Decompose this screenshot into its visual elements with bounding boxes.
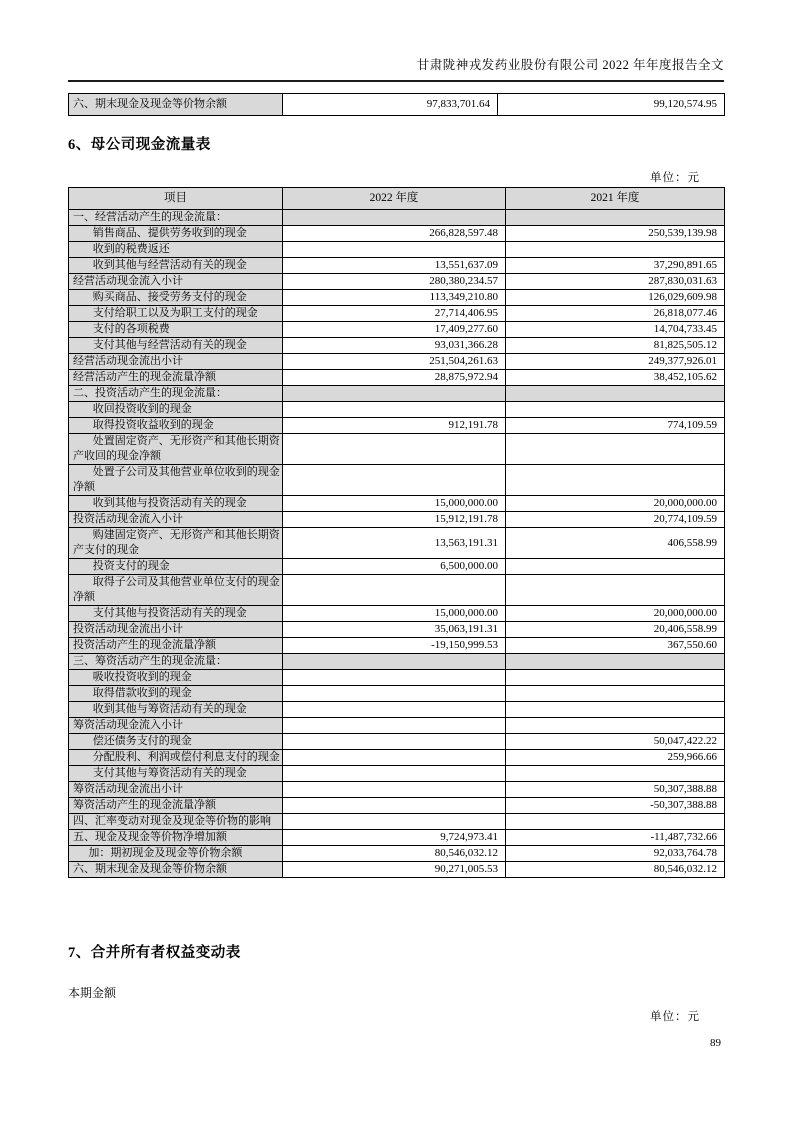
column-header-item: 项目: [69, 188, 283, 210]
row-label: 三、筹资活动产生的现金流量：: [69, 654, 283, 670]
table-row: [69, 258, 725, 274]
value-2021: 287,830,031.63: [506, 274, 725, 290]
row-label: 购建固定资产、无形资产和其他长期资产支付的现金: [69, 528, 283, 559]
row-label: 支付给职工以及为职工支付的现金: [69, 306, 283, 322]
value-2021: 250,539,139.98: [506, 226, 725, 242]
table-row: [69, 370, 725, 386]
value-2022: 27,714,406.95: [283, 306, 506, 322]
value-2021: 20,000,000.00: [506, 496, 725, 512]
row-label: 收到的税费返还: [69, 242, 283, 258]
table-row: [69, 734, 725, 750]
value-2022: [283, 210, 506, 226]
row-label: 支付的各项税费: [69, 322, 283, 338]
table-row: [69, 306, 725, 322]
row-label: 销售商品、提供劳务收到的现金: [69, 226, 283, 242]
value-2021: [506, 718, 725, 734]
value-2021: 20,406,558.99: [506, 622, 725, 638]
table-row: [69, 210, 725, 226]
table-row: [69, 402, 725, 418]
value-2022: 93,031,366.28: [283, 338, 506, 354]
value-2021: 367,550.60: [506, 638, 725, 654]
value-2021: 20,000,000.00: [506, 606, 725, 622]
value-2021: 774,109.59: [506, 418, 725, 434]
value-2022: 13,563,191.31: [283, 528, 506, 559]
unit-label-2: 单位：元: [650, 1011, 700, 1023]
value-2022: 13,551,637.09: [283, 258, 506, 274]
value-2021: 50,307,388.88: [506, 782, 725, 798]
value-2021: -11,487,732.66: [506, 830, 725, 846]
table-row: [69, 354, 725, 370]
table-row: [69, 670, 725, 686]
page-number: 89: [710, 1037, 721, 1049]
previous-table-fragment: [68, 93, 725, 116]
row-label: 处置固定资产、无形资产和其他长期资产收回的现金净额: [69, 434, 283, 465]
value-2021: 37,290,891.65: [506, 258, 725, 274]
row-label: 收到其他与经营活动有关的现金: [69, 258, 283, 274]
row-label: 投资活动产生的现金流量净额: [69, 638, 283, 654]
table-row: [69, 386, 725, 402]
row-label: 筹资活动产生的现金流量净额: [69, 798, 283, 814]
table-row: [69, 846, 725, 862]
value-2022: 35,063,191.31: [283, 622, 506, 638]
row-label: 支付其他与经营活动有关的现金: [69, 338, 283, 354]
period-label: 本期金额: [68, 986, 117, 1000]
row-label: 六、期末现金及现金等价物余额: [69, 862, 283, 878]
row-label: 加：期初现金及现金等价物余额: [69, 846, 283, 862]
value-2021: [506, 434, 725, 465]
value-2021: [506, 702, 725, 718]
row-label: 经营活动现金流出小计: [69, 354, 283, 370]
value-2022: [283, 702, 506, 718]
table-row: [69, 559, 725, 575]
row-label: 偿还债务支付的现金: [69, 734, 283, 750]
row-label: 筹资活动现金流入小计: [69, 718, 283, 734]
value-2021: 14,704,733.45: [506, 322, 725, 338]
value-2021: [506, 242, 725, 258]
table-row: [69, 750, 725, 766]
value-2021: [506, 386, 725, 402]
value-2022: 912,191.78: [283, 418, 506, 434]
value-2022: 90,271,005.53: [283, 862, 506, 878]
table-row: [69, 322, 725, 338]
value-2022: 15,912,191.78: [283, 512, 506, 528]
row-label: 投资活动现金流入小计: [69, 512, 283, 528]
value-2021: [506, 402, 725, 418]
value-2022: 28,875,972.94: [283, 370, 506, 386]
row-label: 取得子公司及其他营业单位支付的现金净额: [69, 575, 283, 606]
table-row: [69, 528, 725, 559]
value-2021: 126,029,609.98: [506, 290, 725, 306]
row-label: 筹资活动现金流出小计: [69, 782, 283, 798]
value-2022: [283, 386, 506, 402]
table-row: [69, 338, 725, 354]
value-2022: [283, 434, 506, 465]
row-label: 购买商品、接受劳务支付的现金: [69, 290, 283, 306]
row-label: 取得投资收益收到的现金: [69, 418, 283, 434]
table-row: [69, 575, 725, 606]
row-label: 支付其他与筹资活动有关的现金: [69, 766, 283, 782]
table-row: [69, 638, 725, 654]
table-row: [69, 830, 725, 846]
value-2022: 15,000,000.00: [283, 606, 506, 622]
table-row: [69, 434, 725, 465]
table-header-row: [69, 188, 725, 210]
row-label: 经营活动现金流入小计: [69, 274, 283, 290]
value-2021: 81,825,505.12: [506, 338, 725, 354]
row-label: 收到其他与投资活动有关的现金: [69, 496, 283, 512]
table-row: [69, 290, 725, 306]
value-2021: [506, 465, 725, 496]
row-label: 投资活动现金流出小计: [69, 622, 283, 638]
value-2022: [283, 686, 506, 702]
value-2021: [506, 766, 725, 782]
row-label: 二、投资活动产生的现金流量：: [69, 386, 283, 402]
report-header: 甘肃陇神戎发药业股份有限公司 2022 年年度报告全文: [68, 55, 724, 82]
row-label: 六、期末现金及现金等价物余额: [69, 94, 283, 116]
table-row: [69, 606, 725, 622]
value-2022: [283, 670, 506, 686]
value-2022: 97,833,701.64: [283, 94, 498, 116]
row-label: 收到其他与筹资活动有关的现金: [69, 702, 283, 718]
value-2022: [283, 798, 506, 814]
value-2021: [506, 814, 725, 830]
value-2022: [283, 465, 506, 496]
section-7-heading: 7、合并所有者权益变动表: [68, 945, 241, 961]
row-label: 吸收投资收到的现金: [69, 670, 283, 686]
row-label: 收回投资收到的现金: [69, 402, 283, 418]
section-6-heading: 6、母公司现金流量表: [68, 137, 211, 153]
value-2022: [283, 575, 506, 606]
column-header-2021: 2021 年度: [506, 188, 725, 210]
table-row: [69, 686, 725, 702]
table-row: [69, 654, 725, 670]
value-2022: 80,546,032.12: [283, 846, 506, 862]
table-row: [69, 782, 725, 798]
value-2022: 9,724,973.41: [283, 830, 506, 846]
table-row: [69, 465, 725, 496]
value-2021: -50,307,388.88: [506, 798, 725, 814]
value-2022: 280,380,234.57: [283, 274, 506, 290]
value-2021: [506, 210, 725, 226]
value-2022: [283, 718, 506, 734]
table-row: [69, 622, 725, 638]
value-2022: [283, 242, 506, 258]
unit-label-1: 单位：元: [650, 172, 700, 184]
table-row: [69, 814, 725, 830]
row-label: 取得借款收到的现金: [69, 686, 283, 702]
value-2021: [506, 559, 725, 575]
column-header-2022: 2022 年度: [283, 188, 506, 210]
table-row: [69, 94, 725, 116]
table-row: [69, 862, 725, 878]
row-label: 分配股利、利润或偿付利息支付的现金: [69, 750, 283, 766]
value-2022: 15,000,000.00: [283, 496, 506, 512]
value-2021: [506, 670, 725, 686]
value-2021: 406,558.99: [506, 528, 725, 559]
value-2021: 26,818,077.46: [506, 306, 725, 322]
value-2021: [506, 686, 725, 702]
table-row: [69, 242, 725, 258]
value-2021: 38,452,105.62: [506, 370, 725, 386]
value-2021: 92,033,764.78: [506, 846, 725, 862]
table-row: [69, 718, 725, 734]
table-row: [69, 274, 725, 290]
value-2021: 99,120,574.95: [498, 94, 725, 116]
row-label: 一、经营活动产生的现金流量：: [69, 210, 283, 226]
value-2022: 6,500,000.00: [283, 559, 506, 575]
table-row: [69, 702, 725, 718]
value-2022: [283, 782, 506, 798]
value-2022: 266,828,597.48: [283, 226, 506, 242]
value-2021: 259,966.66: [506, 750, 725, 766]
row-label: 五、现金及现金等价物净增加额: [69, 830, 283, 846]
value-2021: 50,047,422.22: [506, 734, 725, 750]
value-2022: [283, 402, 506, 418]
value-2021: [506, 575, 725, 606]
value-2021: [506, 654, 725, 670]
cashflow-table-body: [69, 210, 725, 878]
row-label: 四、汇率变动对现金及现金等价物的影响: [69, 814, 283, 830]
value-2021: 20,774,109.59: [506, 512, 725, 528]
table-row: [69, 512, 725, 528]
value-2022: [283, 734, 506, 750]
value-2022: -19,150,999.53: [283, 638, 506, 654]
table-row: [69, 418, 725, 434]
value-2022: [283, 814, 506, 830]
value-2022: 17,409,277.60: [283, 322, 506, 338]
parent-company-cashflow-table: [68, 187, 725, 878]
value-2021: 249,377,926.01: [506, 354, 725, 370]
value-2022: [283, 750, 506, 766]
table-row: [69, 496, 725, 512]
value-2022: [283, 654, 506, 670]
row-label: 处置子公司及其他营业单位收到的现金净额: [69, 465, 283, 496]
row-label: 经营活动产生的现金流量净额: [69, 370, 283, 386]
table-row: [69, 766, 725, 782]
table-row: [69, 226, 725, 242]
table-row: [69, 798, 725, 814]
value-2022: 251,504,261.63: [283, 354, 506, 370]
value-2022: [283, 766, 506, 782]
value-2021: 80,546,032.12: [506, 862, 725, 878]
row-label: 支付其他与投资活动有关的现金: [69, 606, 283, 622]
row-label: 投资支付的现金: [69, 559, 283, 575]
value-2022: 113,349,210.80: [283, 290, 506, 306]
